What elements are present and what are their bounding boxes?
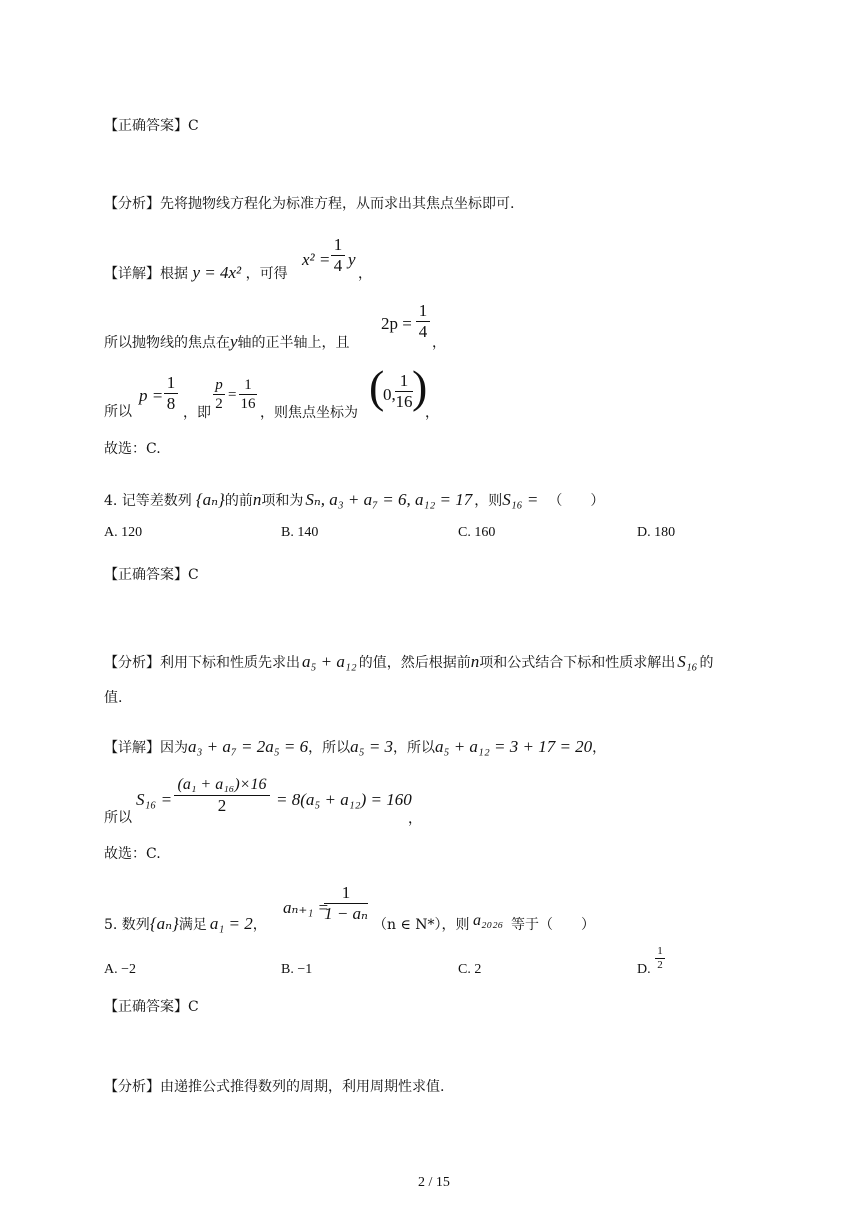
denominator: 2: [215, 396, 223, 412]
equation-lhs: 2p =: [381, 314, 412, 333]
denominator: 4: [333, 256, 343, 275]
equation: a₅ + a₁₂ = 3 + 17 = 20: [435, 737, 593, 756]
fraction: [239, 377, 257, 412]
analysis-3: 【分析】由递推公式推得数列的周期，利用周期性求值.: [104, 1079, 445, 1095]
equation-lhs: aₙ₊₁ =: [283, 898, 329, 917]
variable: n: [470, 652, 480, 671]
equation-rhs: = 8(a₅ + a₁₂) = 160: [276, 790, 412, 809]
equation: y = 4x²: [192, 263, 242, 282]
numerator: 1: [244, 377, 252, 393]
text: 所以: [104, 404, 132, 420]
text: ，则: [474, 493, 503, 509]
correct-answer-3: 【正确答案】C: [104, 999, 199, 1015]
option-c: C. 160: [458, 525, 496, 540]
left-paren: (: [369, 361, 385, 412]
option-b: B. −1: [281, 962, 313, 977]
text: ，可得: [245, 266, 288, 282]
numerator: 1: [657, 945, 663, 957]
sequence: {aₙ}: [149, 914, 179, 933]
equation-lhs: p =: [139, 386, 164, 405]
equals: =: [228, 387, 237, 403]
ask: S₁₆ =: [502, 490, 539, 509]
punct: ，: [425, 405, 439, 421]
coordinate: 0,: [383, 385, 396, 404]
choose-1: 故选：C.: [104, 441, 161, 457]
text: ，则焦点坐标为: [260, 405, 358, 421]
text: ，即: [183, 405, 211, 421]
denominator: 16: [240, 396, 256, 412]
fraction: [331, 236, 345, 275]
analysis-1: 【分析】先将抛物线方程化为标准方程，从而求出其焦点坐标即可.: [104, 196, 515, 212]
equation: a₃ + a₇ = 2a₅ = 6: [188, 737, 309, 756]
text: 5. 数列: [104, 917, 150, 933]
fraction: [416, 302, 430, 341]
text: 所以: [104, 810, 132, 826]
analysis-2: [104, 652, 714, 673]
choose-2: 故选：C.: [104, 846, 161, 862]
option-d-fraction: [655, 946, 665, 971]
expression: S₁₆: [677, 652, 698, 671]
seq-term: aₙ: [202, 490, 219, 509]
correct-answer-1: 【正确答案】C: [104, 118, 199, 134]
option-d: D.: [637, 962, 651, 977]
numerator: (a₁ + a₁₆)×16: [177, 776, 267, 793]
variable: n: [252, 490, 262, 509]
equation-lhs: x² =: [302, 250, 331, 269]
numerator: 1: [399, 371, 409, 390]
option-c: C. 2: [458, 962, 482, 977]
seq-term: aₙ: [156, 914, 173, 933]
fraction: [213, 377, 225, 412]
equation-rhs: y: [348, 250, 356, 269]
numerator: 1: [418, 301, 428, 320]
punct: ，: [432, 335, 446, 351]
fraction: [324, 884, 368, 923]
text: 所以抛物线的焦点在: [104, 335, 230, 351]
denominator: 2: [217, 796, 227, 815]
text: 的前: [224, 493, 253, 509]
text: 【分析】利用下标和性质先求出: [104, 655, 300, 671]
equation-lhs: S₁₆ =: [136, 790, 173, 809]
denominator: 1 − aₙ: [324, 904, 368, 923]
text: 满足: [178, 917, 207, 933]
detail-1-line: [104, 263, 288, 284]
text: ，所以: [308, 740, 351, 756]
fraction: [164, 374, 178, 413]
condition: Sₙ, a₃ + a₇ = 6, a₁₂ = 17: [305, 490, 473, 509]
fraction: [174, 776, 270, 815]
page-number: 2 / 15: [418, 1175, 450, 1190]
detail-2: [104, 737, 606, 758]
denominator: 8: [166, 394, 176, 413]
equation: a₅ = 3: [350, 737, 394, 756]
correct-answer-2: 【正确答案】C: [104, 567, 199, 583]
denominator: 4: [418, 322, 428, 341]
equation: a₁ = 2: [209, 914, 253, 933]
sequence: {aₙ}: [195, 490, 225, 509]
option-a: A. 120: [104, 525, 143, 540]
fraction: [395, 372, 413, 411]
punct: ，: [408, 811, 422, 827]
numerator: 1: [341, 883, 351, 902]
variable: y: [230, 332, 238, 351]
option-b: B. 140: [281, 525, 319, 540]
denominator: 16: [395, 392, 413, 411]
ask: a₂₀₂₆: [473, 912, 504, 929]
text: 的值，然后根据前: [358, 655, 471, 671]
text: ，: [252, 917, 267, 933]
option-d: D. 180: [637, 525, 676, 540]
text: 等于（ ）: [511, 917, 595, 933]
condition: （n ∈ N*），则: [373, 917, 470, 933]
expression: a₅ + a₁₂: [302, 652, 357, 671]
denominator: 2: [657, 959, 663, 971]
text: 4. 记等差数列: [104, 493, 192, 509]
punct: ，: [358, 266, 372, 282]
numerator: 1: [166, 373, 176, 392]
text: ，所以: [393, 740, 436, 756]
right-paren: ): [412, 361, 428, 412]
punct: ，: [592, 740, 607, 756]
text: 项和为: [261, 493, 304, 509]
option-a: A. −2: [104, 962, 137, 977]
text: 项和公式结合下标和性质求解出: [479, 655, 676, 671]
text: 【详解】因为: [104, 740, 188, 756]
text: 的: [699, 655, 714, 671]
numerator: p: [215, 377, 223, 393]
question-4: [104, 490, 604, 511]
detail-label: 【详解】根据: [104, 266, 188, 282]
question-5: [104, 914, 267, 935]
analysis-2-cont: 值.: [104, 690, 123, 706]
numerator: 1: [333, 235, 343, 254]
detail-1-line-2: [104, 332, 350, 353]
blank: （ ）: [548, 493, 605, 509]
text: 轴的正半轴上，且: [237, 335, 350, 351]
